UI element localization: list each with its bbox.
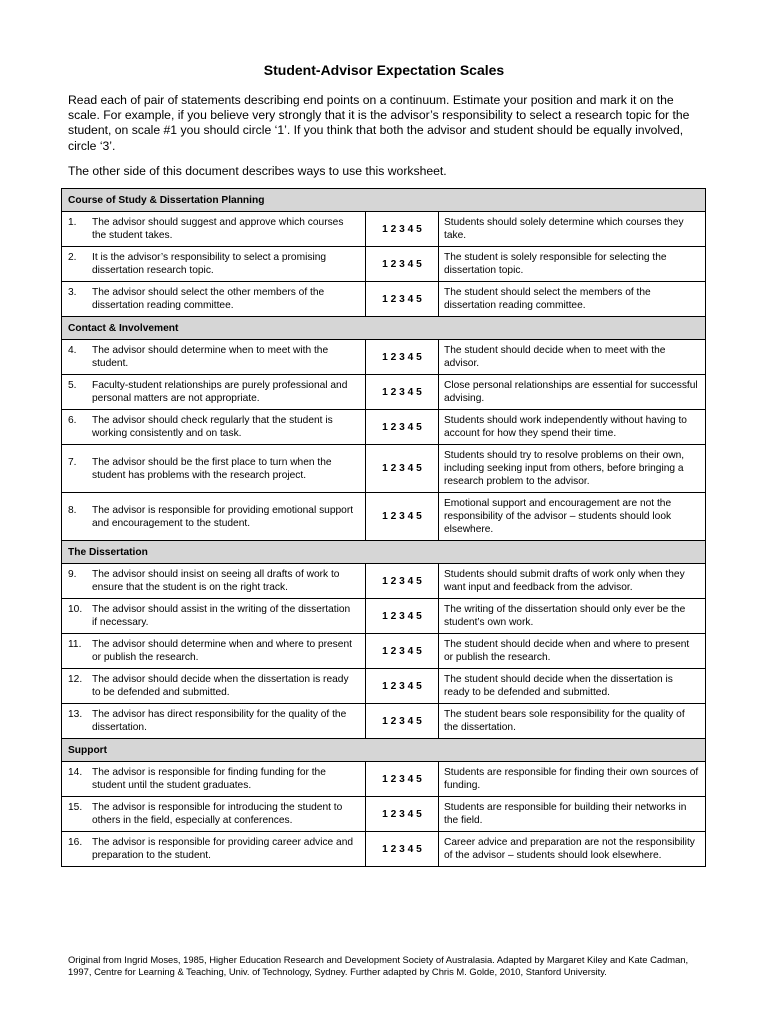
advisor-statement-cell bbox=[62, 375, 366, 410]
student-statement: Students should work independently without having to account for how they spend their time. bbox=[439, 410, 706, 445]
advisor-statement: The advisor is responsible for providing career advice and preparation to the student. bbox=[92, 837, 354, 861]
student-statement: Students are responsible for finding their own sources of funding. bbox=[439, 762, 706, 797]
item-number: 4. bbox=[68, 345, 77, 356]
advisor-statement-cell bbox=[62, 704, 366, 739]
advisor-statement-cell bbox=[62, 634, 366, 669]
advisor-statement: The advisor should be the first place to turn when the student has problems with the research project. bbox=[92, 456, 332, 481]
advisor-statement: The advisor should decide when the dissertation is ready to be defended and submitted. bbox=[92, 674, 349, 698]
advisor-statement: It is the advisor’s responsibility to select a promising dissertation research topic. bbox=[92, 252, 327, 276]
student-statement: Close personal relationships are essential for successful advising. bbox=[439, 375, 706, 410]
rating-scale[interactable]: 1 2 3 4 5 bbox=[366, 247, 439, 282]
item-number: 16. bbox=[68, 837, 83, 848]
item-number: 5. bbox=[68, 380, 77, 391]
scale-row bbox=[62, 212, 706, 247]
student-statement: Students should solely determine which courses they take. bbox=[439, 212, 706, 247]
rating-scale[interactable]: 1 2 3 4 5 bbox=[366, 493, 439, 541]
scale-row bbox=[62, 832, 706, 867]
student-statement: The student should decide when to meet with the advisor. bbox=[439, 340, 706, 375]
scale-row bbox=[62, 704, 706, 739]
rating-scale[interactable]: 1 2 3 4 5 bbox=[366, 340, 439, 375]
rating-scale[interactable]: 1 2 3 4 5 bbox=[366, 212, 439, 247]
item-number: 15. bbox=[68, 802, 83, 813]
scale-row bbox=[62, 340, 706, 375]
advisor-statement-cell bbox=[62, 247, 366, 282]
student-statement: Students should submit drafts of work only when they want input and feedback from the advisor. bbox=[439, 564, 706, 599]
item-number: 11. bbox=[68, 639, 82, 650]
section-header bbox=[62, 317, 706, 340]
advisor-statement-cell bbox=[62, 445, 366, 493]
intro-paragraph: Read each of pair of statements describing end points on a continuum. Estimate your position and mark it on the scale. For example, if you believe very strongly that it is the advisor’s responsibility to select a research topic for the student, on scale #1 you should circle ‘1’. If you think that both the advisor and student should be equally involved, circle ‘3’. bbox=[68, 93, 690, 153]
item-number: 8. bbox=[68, 504, 77, 516]
advisor-statement: The advisor should assist in the writing of the dissertation if necessary. bbox=[92, 604, 351, 628]
student-statement: The student should select the members of the dissertation reading committee. bbox=[439, 282, 706, 317]
advisor-statement: The advisor has direct responsibility for the quality of the dissertation. bbox=[92, 709, 347, 733]
section-header bbox=[62, 541, 706, 564]
student-statement: The student should decide when and where to present or publish the research. bbox=[439, 634, 706, 669]
advisor-statement: The advisor should suggest and approve which courses the student takes. bbox=[92, 217, 344, 241]
advisor-statement-cell bbox=[62, 669, 366, 704]
advisor-statement: The advisor is responsible for providing emotional support and encouragement to the student. bbox=[92, 504, 354, 529]
student-statement: The student bears sole responsibility for the quality of the dissertation. bbox=[439, 704, 706, 739]
section-title: The Dissertation bbox=[62, 541, 706, 564]
student-statement: Emotional support and encouragement are not the responsibility of the advisor – students should look elsewhere. bbox=[439, 493, 706, 541]
scale-row bbox=[62, 599, 706, 634]
rating-scale[interactable]: 1 2 3 4 5 bbox=[366, 797, 439, 832]
item-number: 2. bbox=[68, 252, 77, 263]
advisor-statement: The advisor should insist on seeing all drafts of work to ensure that the student is on the right track. bbox=[92, 569, 340, 593]
scale-row bbox=[62, 445, 706, 493]
intro-note: The other side of this document describes ways to use this worksheet. bbox=[68, 164, 447, 178]
rating-scale[interactable]: 1 2 3 4 5 bbox=[366, 375, 439, 410]
rating-scale[interactable]: 1 2 3 4 5 bbox=[366, 445, 439, 493]
attribution-footer: Original from Ingrid Moses, 1985, Higher Education Research and Development Society of Australasia. Adapted by Margaret Kiley and Kate Cadman, 1997, Centre for Learning & Teaching, Univ. of Technology, Sydney. Further adapted by Chris M. Golde, 2010, Stanford University. bbox=[68, 954, 689, 977]
scale-row bbox=[62, 669, 706, 704]
advisor-statement-cell bbox=[62, 832, 366, 867]
page-title: Student-Advisor Expectation Scales bbox=[263, 62, 505, 78]
rating-scale[interactable]: 1 2 3 4 5 bbox=[366, 704, 439, 739]
rating-scale[interactable]: 1 2 3 4 5 bbox=[366, 669, 439, 704]
scale-row bbox=[62, 564, 706, 599]
advisor-statement: The advisor should determine when and where to present or publish the research. bbox=[92, 639, 352, 663]
item-number: 6. bbox=[68, 415, 77, 426]
item-number: 7. bbox=[68, 456, 77, 468]
scale-row bbox=[62, 634, 706, 669]
student-statement: Students should try to resolve problems on their own, including seeking input from others, before bringing a research problem to the advisor. bbox=[439, 445, 706, 493]
rating-scale[interactable]: 1 2 3 4 5 bbox=[366, 634, 439, 669]
student-statement: The student should decide when the dissertation is ready to be defended and submitted. bbox=[439, 669, 706, 704]
advisor-statement-cell bbox=[62, 797, 366, 832]
item-number: 14. bbox=[68, 767, 83, 778]
rating-scale[interactable]: 1 2 3 4 5 bbox=[366, 564, 439, 599]
section-title: Course of Study & Dissertation Planning bbox=[62, 189, 706, 212]
student-statement: The writing of the dissertation should only ever be the student’s own work. bbox=[439, 599, 706, 634]
advisor-statement: The advisor is responsible for finding funding for the student until the student graduates. bbox=[92, 767, 326, 791]
advisor-statement-cell bbox=[62, 282, 366, 317]
item-number: 1. bbox=[68, 217, 77, 228]
advisor-statement-cell bbox=[62, 599, 366, 634]
scale-row bbox=[62, 410, 706, 445]
student-statement: Students are responsible for building their networks in the field. bbox=[439, 797, 706, 832]
item-number: 12. bbox=[68, 674, 83, 685]
advisor-statement: The advisor is responsible for introducing the student to others in the field, especially at conferences. bbox=[92, 802, 343, 826]
advisor-statement-cell bbox=[62, 564, 366, 599]
scale-row bbox=[62, 282, 706, 317]
section-header bbox=[62, 189, 706, 212]
scale-row bbox=[62, 797, 706, 832]
advisor-statement: The advisor should determine when to meet with the student. bbox=[92, 345, 329, 369]
student-statement: Career advice and preparation are not the responsibility of the advisor – students should look elsewhere. bbox=[439, 832, 706, 867]
rating-scale[interactable]: 1 2 3 4 5 bbox=[366, 410, 439, 445]
advisor-statement-cell bbox=[62, 410, 366, 445]
advisor-statement-cell bbox=[62, 762, 366, 797]
item-number: 13. bbox=[68, 709, 83, 720]
item-number: 3. bbox=[68, 287, 77, 298]
rating-scale[interactable]: 1 2 3 4 5 bbox=[366, 762, 439, 797]
rating-scale[interactable]: 1 2 3 4 5 bbox=[366, 282, 439, 317]
rating-scale[interactable]: 1 2 3 4 5 bbox=[366, 832, 439, 867]
expectation-scales-table bbox=[61, 188, 706, 867]
section-header bbox=[62, 739, 706, 762]
advisor-statement-cell bbox=[62, 493, 366, 541]
scale-row bbox=[62, 493, 706, 541]
item-number: 9. bbox=[68, 569, 77, 580]
advisor-statement: The advisor should check regularly that the student is working consistently and on task. bbox=[92, 415, 333, 439]
rating-scale[interactable]: 1 2 3 4 5 bbox=[366, 599, 439, 634]
scale-row bbox=[62, 762, 706, 797]
advisor-statement: The advisor should select the other members of the dissertation reading committee. bbox=[92, 287, 325, 311]
advisor-statement-cell bbox=[62, 212, 366, 247]
advisor-statement-cell bbox=[62, 340, 366, 375]
advisor-statement: Faculty-student relationships are purely professional and personal matters are not appropriate. bbox=[92, 380, 348, 404]
item-number: 10. bbox=[68, 604, 83, 615]
student-statement: The student is solely responsible for selecting the dissertation topic. bbox=[439, 247, 706, 282]
section-title: Support bbox=[62, 739, 706, 762]
scale-row bbox=[62, 247, 706, 282]
scale-row bbox=[62, 375, 706, 410]
section-title: Contact & Involvement bbox=[62, 317, 706, 340]
